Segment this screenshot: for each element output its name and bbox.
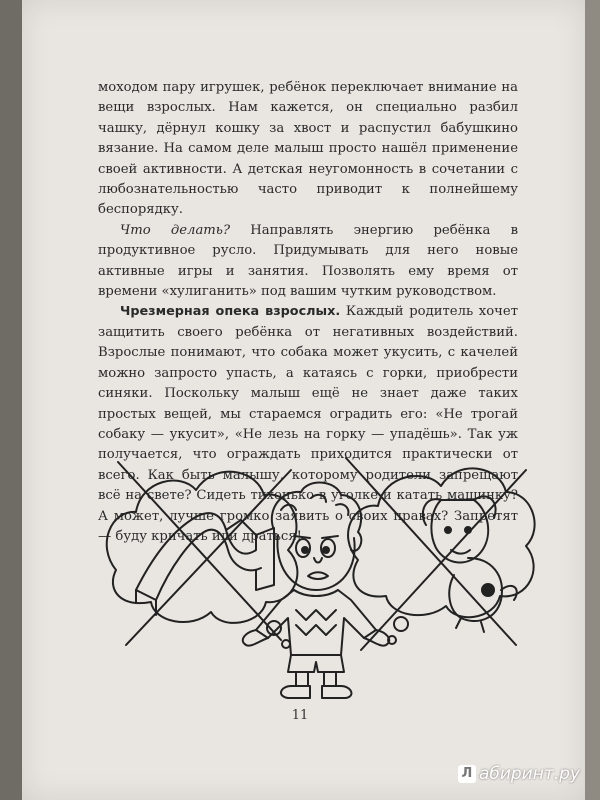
page-number: 11 [291,708,309,723]
what-to-do-text: Направлять энергию ребёнка в продуктивное русло. Придумывать для него новые активные игры и занятия. Позволять ему время от времени «хулиганить» под вашим чутким руководством. [98,222,518,300]
section-text: Каждый родитель хочет защитить своего ребёнка от негативных воздействий. Взрослые понимают, что собака может укусить, с качелей можно запросто упасть, а катаясь с горки, приобрести синяки. Поскольку малыш ещё не знает даже таких простых вещей, мы стараемся оградить его: «Не трогай собаку — укусит», «Не лезь на горку — упадёшь». Так уж получается, что ограждать приходится практически от всего. Как быть малышу, которому родители запрещают всё на свете? Сидеть тихонько в уголке и катать машинку? А может, лучше громко заявить о своих правах? Запретят — буду кричать или драться! [98,304,518,544]
binding-shadow [0,0,22,800]
illustration [96,440,536,700]
watermark-logo [458,764,580,784]
boy-figure [243,483,390,698]
paragraph-continued: моходом пару игрушек, ребёнок переключает внимание на вещи взрослых. Нам кажется, он специально разбил чашку, дёрнул кошку за хвост и распустил бабушкино вязание. На самом деле малыш просто нашёл применение своей активности. А детская неугомонность в сочетании с любознательностью часто приводит к полнейшему беспорядку. [98,80,518,218]
section-heading: Чрезмерная опека взрослых. [120,304,341,320]
watermark-text: абиринт.ру [478,764,580,784]
labirint-logo-icon: Л [458,765,476,783]
thought-cloud-left [107,472,298,648]
what-to-do-paragraph [98,221,518,303]
what-to-do-label: Что делать? [120,222,231,238]
slide-icon [136,513,274,615]
cross-right [346,458,526,650]
